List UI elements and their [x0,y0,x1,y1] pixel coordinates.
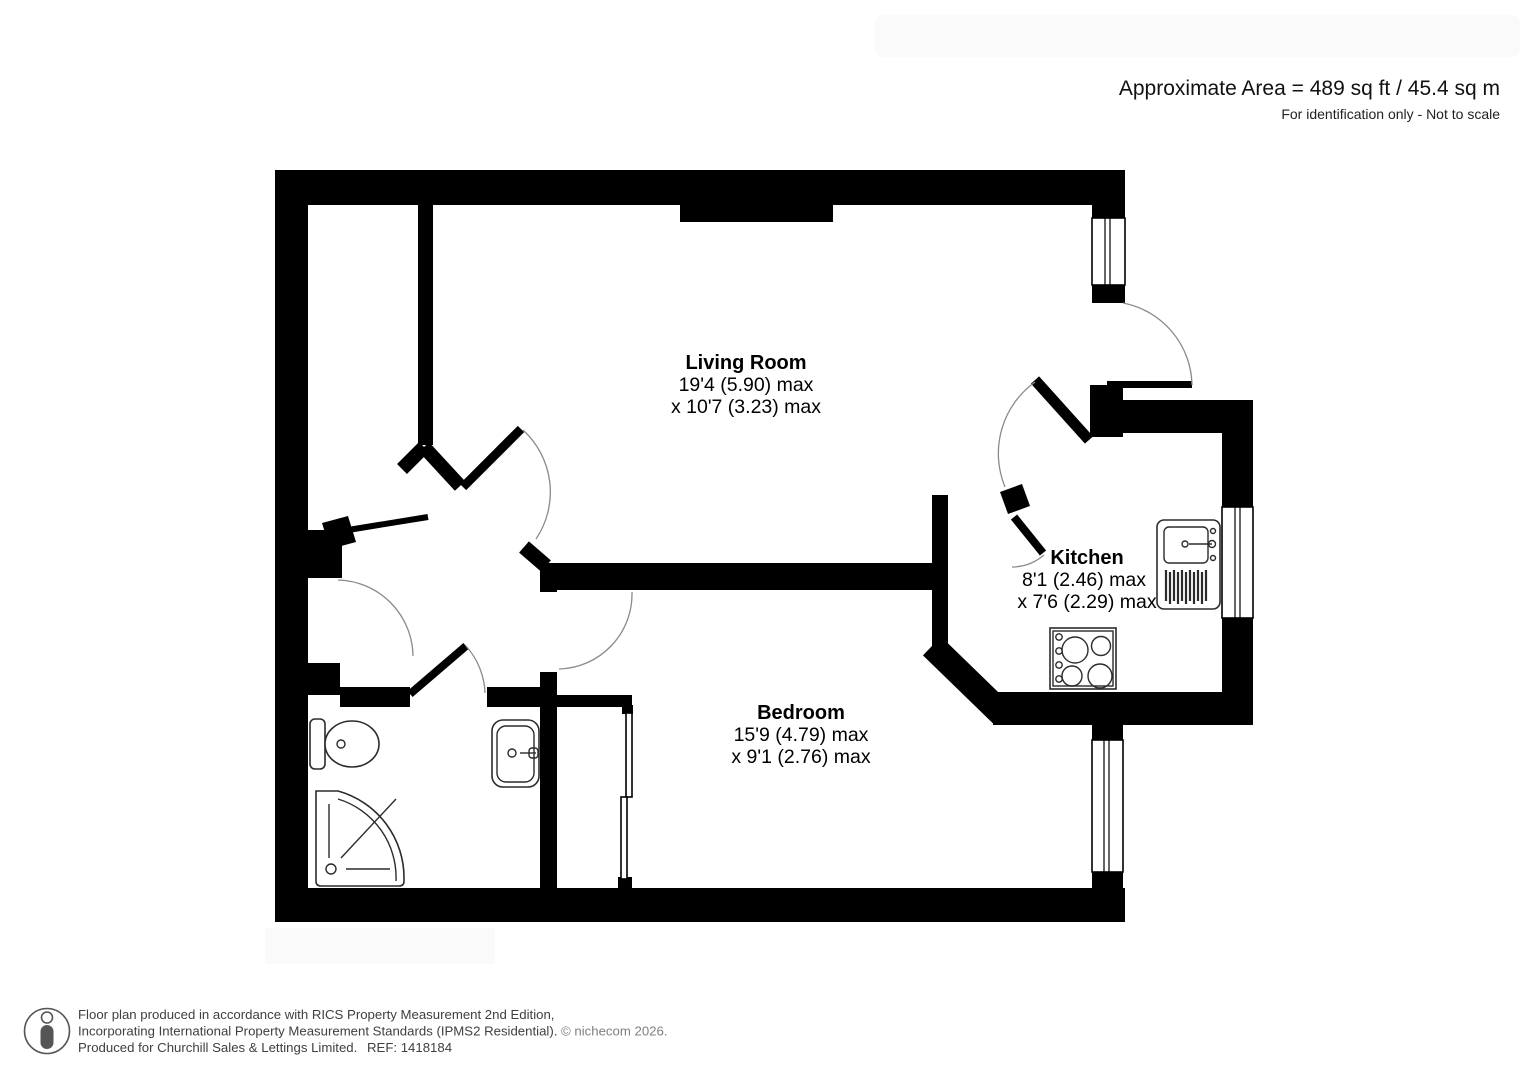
kitchen-lobby-door-arc [998,382,1035,487]
bedroom-door-arc [559,592,632,669]
room-name: Bedroom [757,702,845,724]
bedroom-label [731,702,870,768]
room-dim2: x 7'6 (2.29) max [1017,591,1157,613]
footer-line1: Floor plan produced in accordance with RICS Property Measurement 2nd Edition, [78,1007,555,1022]
disclaimer-text: For identification only - Not to scale [1281,106,1500,122]
living-room-door-leaf [1107,381,1192,388]
kitchen-door-arc [1012,555,1044,567]
room-dim2: x 10'7 (3.23) max [670,396,822,418]
kitchen-lobby-door-leaf [1035,380,1089,440]
living-room-label [671,352,821,418]
room-dim2: x 9'1 (2.76) max [731,746,871,768]
living-room-window [1092,218,1125,285]
shower [316,791,404,886]
living-room-door-arc [1123,303,1192,385]
room-dim1: 15'9 (4.79) max [733,724,869,746]
room-dim1: 8'1 (2.46) max [1021,569,1147,591]
shower-room-door-arc [466,646,485,693]
watermark-ghost-bottom [265,928,495,964]
header [1119,77,1500,122]
wash-basin [492,720,539,787]
footer-ref: REF: 1418184 [367,1040,453,1055]
kitchen-label [1017,547,1156,613]
person-icon [25,1009,70,1054]
hall-door-leaf [463,429,521,487]
hall-door-arc [523,430,550,539]
room-name: Kitchen [1050,547,1124,569]
footer-line3: Produced for Churchill Sales & Lettings Limited. [78,1040,358,1055]
wardrobe-sliding-door [626,713,632,797]
wardrobe-sliding-door [621,797,627,879]
footer [25,1007,668,1055]
shower-room-door-leaf [410,646,466,694]
room-name: Living Room [685,352,807,374]
watermark-ghost-top [875,15,1520,57]
hallway-door-arc [338,580,413,656]
approximate-area-text: Approximate Area = 489 sq ft / 45.4 sq m [1118,77,1500,100]
footer-line2: Incorporating International Property Measurement Standards (IPMS2 Residential). [78,1023,558,1039]
room-dim1: 19'4 (5.90) max [678,374,814,396]
interior-walls [303,205,1030,888]
toilet [310,719,379,769]
bedroom-window [1092,740,1123,872]
footer-copyright: © nichecom 2026. [561,1023,668,1039]
kitchen-sink [1157,520,1220,609]
wardrobe [557,695,633,888]
kitchen-door-leaf [1014,517,1043,553]
hob [1050,628,1116,689]
kitchen-window [1222,507,1253,618]
closet-door-leaf [348,517,428,530]
